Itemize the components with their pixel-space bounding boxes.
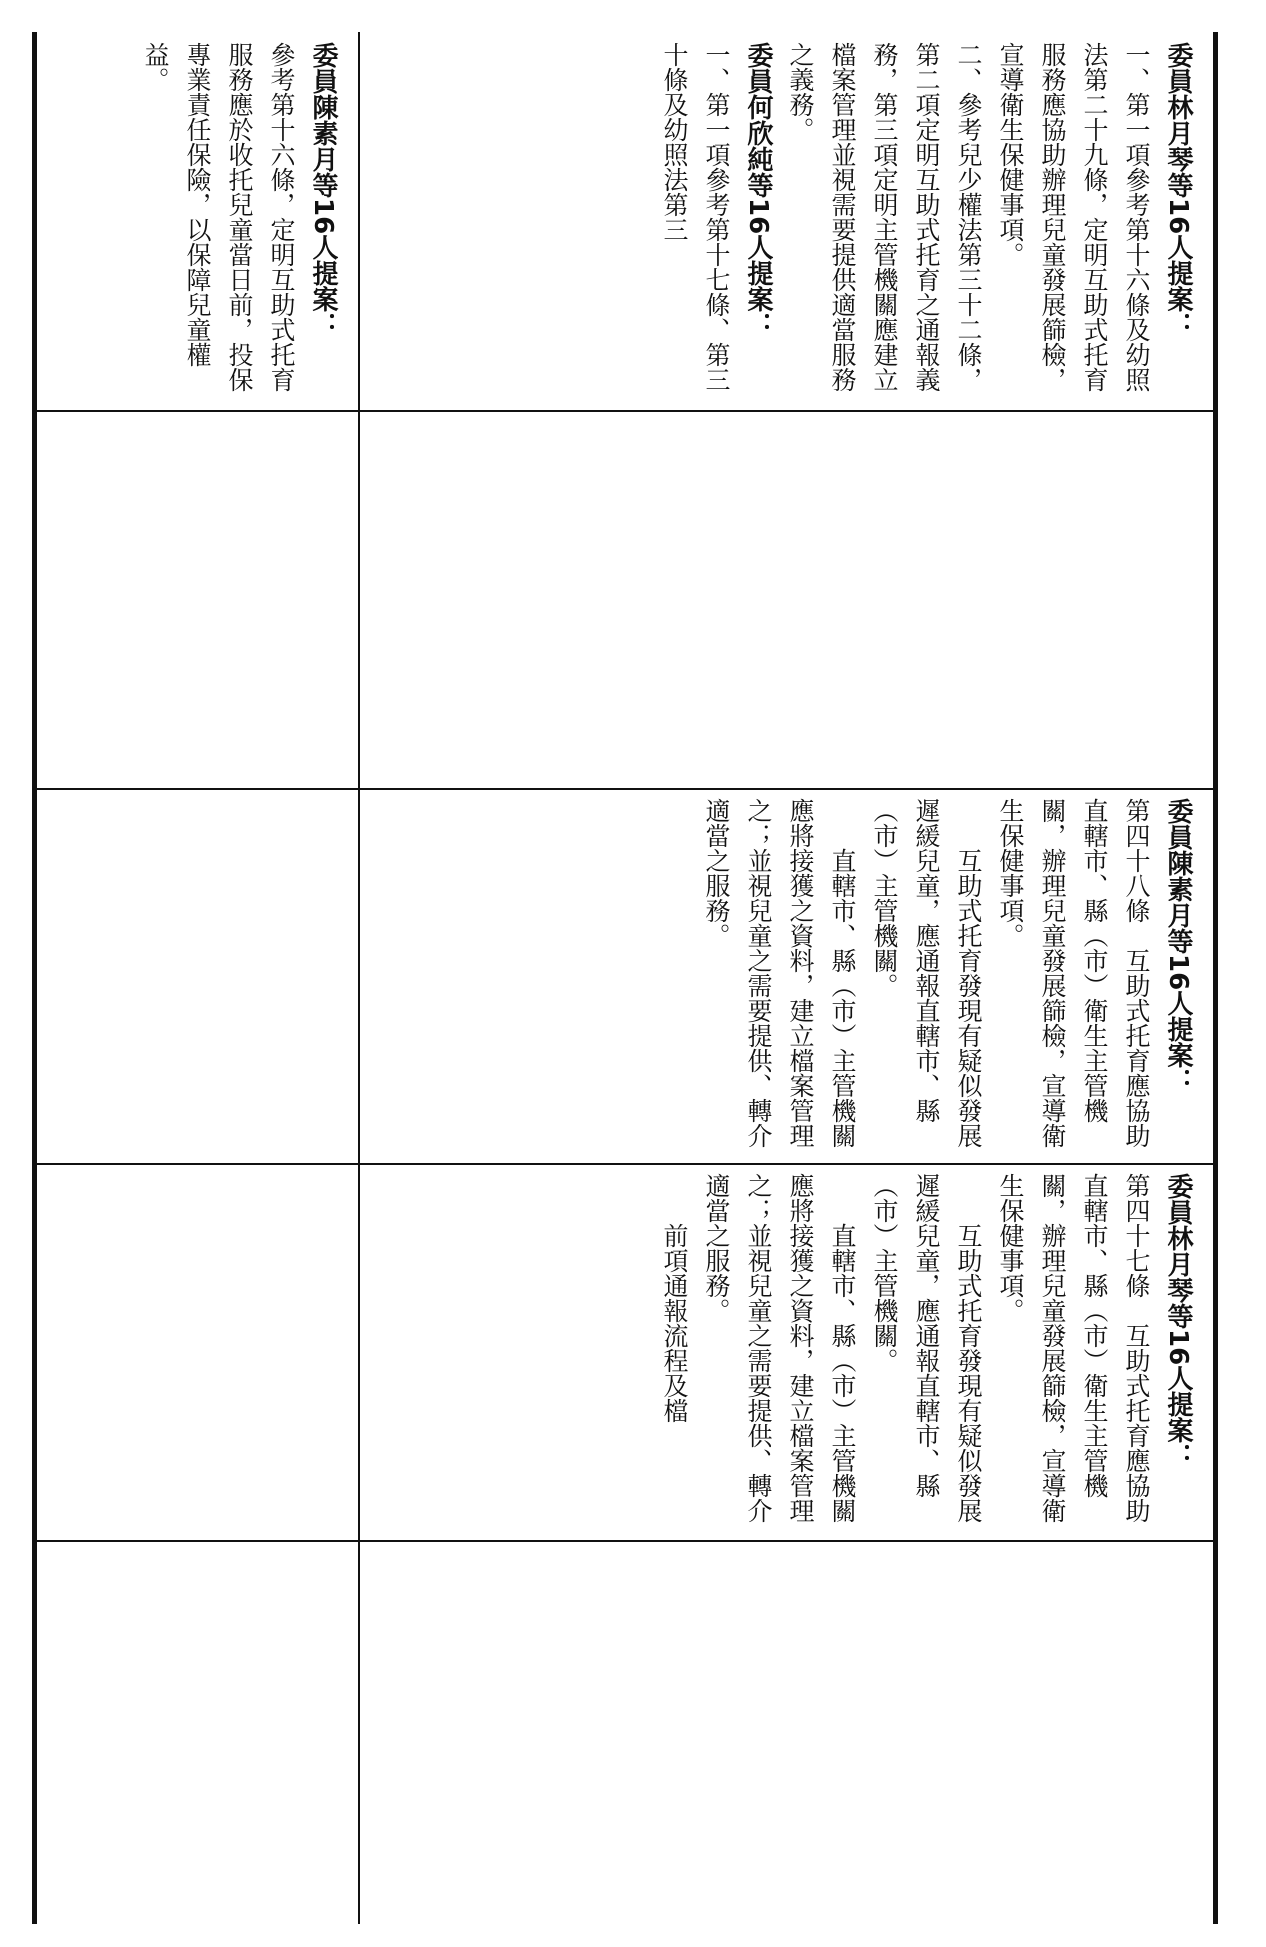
proposal-heading: 委員陳素月等16人提案：: [1163, 798, 1193, 1095]
row5-right-cell: [360, 1542, 1213, 1922]
row3-left-cell: [37, 790, 358, 1163]
article-text: 直轄市、縣（市）主管機關應將接獲之資料，建立檔案管理之；並視兒童之需要提供、轉介適當之服務。: [702, 798, 857, 1148]
proposal-text: 一、第一項參考第十六條及幼照法第二十九條，定明互助式托育服務應協助辦理兒童發展篩檢，宣導衛生保健事項。: [996, 42, 1151, 392]
proposal-heading: 委員林月琴等16人提案：: [1163, 1173, 1193, 1470]
row1-right-cell: [360, 34, 1213, 410]
article-text: 前項通報流程及檔: [660, 1223, 689, 1423]
article-text: 第四十七條 互助式托育應協助直轄市、縣（市）衛生主管機關，辦理兒童發展篩檢，宣導衛生保健事項。: [996, 1173, 1151, 1523]
article-text: 第四十八條 互助式托育應協助直轄市、縣（市）衛生主管機關，辦理兒童發展篩檢，宣導衛生保健事項。: [996, 798, 1151, 1148]
row4-right-cell: [360, 1165, 1213, 1540]
row2-left-cell: [37, 412, 358, 788]
row2-right-cell: [360, 412, 1213, 788]
article-text: 直轄市、縣（市）主管機關應將接獲之資料，建立檔案管理之；並視兒童之需要提供、轉介適當之服務。: [702, 1173, 857, 1523]
proposal-heading: 委員何欣純等16人提案：: [743, 42, 773, 339]
proposal-heading: 委員林月琴等16人提案：: [1163, 42, 1193, 339]
row5-left-cell: [37, 1542, 358, 1922]
proposal-text: 一、第一項參考第十七條、第三十條及幼照法第三: [660, 42, 731, 392]
row3-right-cell: [360, 790, 1213, 1163]
proposal-text: 二、參考兒少權法第三十二條，第二項定明互助式托育之通報義務，第三項定明主管機關應建立檔案管理並視需要提供適當服務之義務。: [786, 42, 983, 392]
proposal-text: 參考第十六條，定明互助式托育服務應於收托兒童當日前，投保專業責任保險，以保障兒童權益。: [141, 42, 296, 392]
row4-left-cell: [37, 1165, 358, 1540]
article-text: 互助式托育發現有疑似發展遲緩兒童，應通報直轄市、縣（市）主管機關。: [870, 1173, 983, 1523]
row1-left-cell: [37, 34, 358, 410]
proposal-heading: 委員陳素月等16人提案：: [308, 42, 338, 339]
article-text: 互助式托育發現有疑似發展遲緩兒童，應通報直轄市、縣（市）主管機關。: [870, 798, 983, 1148]
